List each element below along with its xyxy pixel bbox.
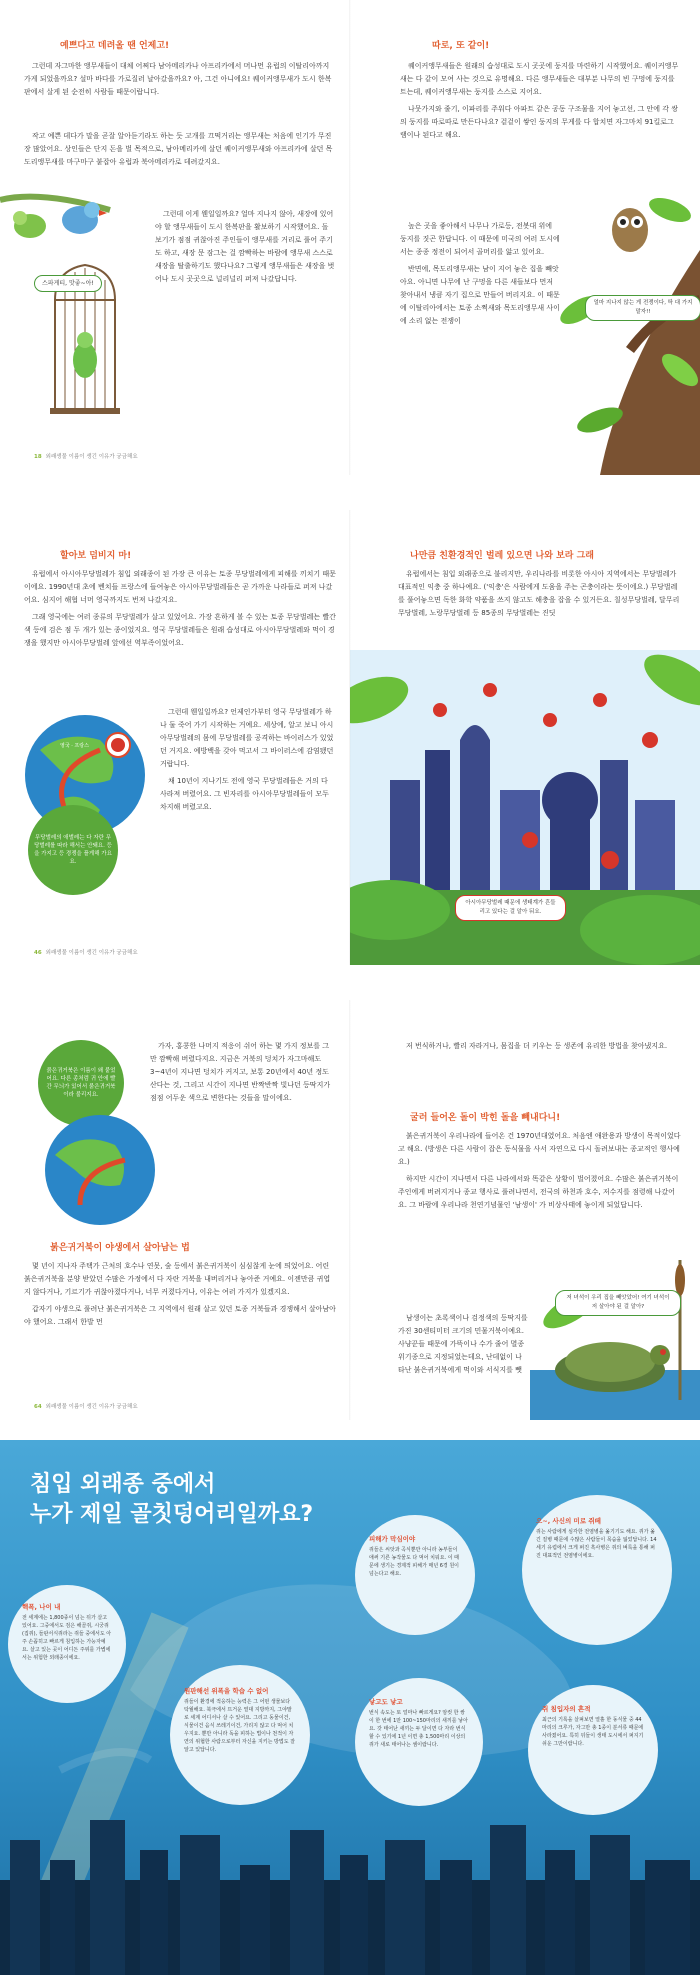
turtle-icon — [530, 1250, 700, 1420]
section-heading: 붉은귀거북이 야생에서 살아남는 법 — [50, 1243, 190, 1253]
title-line: 누가 제일 골칫덩어리일까요? — [30, 1502, 314, 1527]
title-line: 침입 외래종 중에서 — [30, 1472, 216, 1497]
paragraph: 채 10년이 지나기도 전에 영국 무당벌레들은 거의 다 사라져 버렸어요. 그 빈자리를 아시아무당벌레들이 모두 차지해 버렸고요. — [160, 777, 329, 811]
parrot-illustration — [0, 190, 140, 440]
paragraph: 반면에, 목도리앵무새는 남이 지어 놓은 집을 빼앗아요. 아니면 나무에 난 구멍을 다른 새들보다 먼저 찾아내서 냉큼 자기 집으로 만들어 버리지요. 이 때문에 이탈리아에서는 토종 소쩍새와 목도리앵무새 사이에 소리 없는 전쟁이 — [400, 265, 560, 325]
body-text-column — [400, 220, 560, 332]
body-text-column — [24, 130, 334, 173]
body-text-column — [398, 1312, 528, 1381]
paragraph: 나뭇가지와 줄기, 이파리를 주워다 아파트 같은 공동 구조물을 지어 놓고선, 그 안에 각 쌍의 둥지를 따로따로 만든다나요? 겉겉이 쌓인 둥지의 무게를 다 합치면 자그마치 91킬로그램이나 된다고 해요. — [400, 105, 679, 139]
globe-map-label: 영국 · 프랑스 — [60, 743, 89, 749]
page-folio — [34, 948, 138, 956]
info-circle — [522, 1495, 672, 1645]
body-text-column — [24, 60, 334, 103]
paragraph: 그런데 자그마한 앵무새들이 대체 어쩌다 남아메리카나 아프리카에서 머나먼 유럽의 이탈리아까지 가게 되었을까요? 설마 바다를 가로질러 날아갔을까요? 아, 그건 아니에요! 퀘이커앵무새가 도시 한복판에서 살게 된 순전히 사람들 때문이랍니다. — [24, 62, 332, 96]
body-text-column — [398, 1130, 683, 1216]
paragraph: 유럽에서 아시아무당벌레가 침입 외래종이 된 가장 큰 이유는 토종 무당벌레에게 피해를 끼치기 때문이에요. 1990년대 초에 벤치들 프랑스에 들여놓은 아시아무당벌레들은 곧 가까운 나라들로 퍼져 나갔어요. 심지어 해협 너머 영국까지도 번져 나갔지요. — [24, 570, 336, 604]
paragraph: 그런데 이게 웬일일까요? 얼마 지나지 않아, 새장에 있어야 할 앵무새들이 도시 한복판을 활보하기 시작했어요. 돌보기가 점점 귀찮아진 주인들이 앵무새를 거리로 풀어 주기도 하고, 새장 문 잠그는 걸 깜빡하는 바람에 앵무새 스스로 새장을 탈출하기도 했다나요? 그렇게 앵무새들은 새장을 벗어나 도시 곳곳으로 널리널리 퍼져 나갔답니다. — [155, 210, 335, 283]
paragraph: 저 번식하거나, 빨리 자라거나, 몸집을 더 키우는 등 생존에 유리한 방법을 찾아냈지요. — [406, 1042, 668, 1050]
section-heading: 굴러 들어온 돌이 박힌 돌을 빼내다니! — [410, 1113, 561, 1123]
circle-title: 피해가 막심이야 — [369, 1535, 416, 1543]
parrot-speech-bubble: 스파게티, 맛좋~아! — [34, 275, 102, 292]
paragraph: 유럽에서는 침입 외래종으로 불리지만, 우리나라를 비롯한 아시아 지역에서는 무당벌레가 대표적인 익충 중 하나예요. ('익충'은 사람에게 도움을 주는 곤충이라는 뜻이에요.) 무당벌레를 풀어놓으면 독한 화학 약품을 쓰지 않고도 해충을 잡을 수 있거든요. 칠성무당벌레, 달무리무당벌레, 노랑무당벌레 등 85종의 무당벌레는 진딧 — [398, 570, 680, 617]
info-circle — [355, 1678, 483, 1806]
circle-text: 쥐들은 씨앗과 곡식뿐만 아니라 농부들이 애써 기른 농작물도 다 먹어 치워요. 이 때문에 생기는 경제적 피해가 매년 6경 원이 넘는다고 해요. — [369, 1547, 459, 1577]
paragraph: 갑자기 야생으로 풀려난 붉은귀거북은 그 지역에서 원래 살고 있던 토종 거북들과 경쟁해서 살아남아야 했어요. 그래서 한발 먼 — [24, 1305, 336, 1326]
globe-illustration — [40, 1110, 160, 1230]
body-text-column — [24, 1260, 336, 1333]
owl-icon — [560, 190, 700, 475]
paragraph: 하지만 시간이 지나면서 다른 나라에서와 똑같은 상황이 벌어졌어요. 수많은 붉은귀거북이 주인에게 버려지거나 종교 행사로 풀려나면서, 전국의 하천과 호수, 저수지를 점령해 나갔어요. 그 바람에 우리나라 천연기념물인 '남생이' 가 비상사태에 놓이게 되었답니다. — [398, 1175, 679, 1209]
info-bubble: 붉은귀거북은 이름이 왜 붙었어요. 다른 종처럼 귀 안에 빨간 무늬가 있어서 붉은귀거북이라 불리지요. — [38, 1040, 124, 1126]
body-text-column — [24, 568, 336, 654]
info-circle — [170, 1665, 310, 1805]
paragraph: 가자, 홍콩한 나머지 적응이 쉬어 하는 몇 가지 정보를 그만 깜빡해 버렸다지요. 지금은 거북의 덩치가 자그마해도 3~4년이 지나면 덩치가 커지고, 보통 20년에서 40년 정도 산다는 것, 그리고 시간이 지나면 반짝반짝 빛나던 등딱지가 점점 어두운 색으로 변한다는 것들을 말이에요. — [150, 1042, 331, 1102]
page-number: 64 — [34, 1404, 42, 1410]
body-text-column — [155, 208, 335, 290]
body-text-column — [160, 706, 336, 818]
circle-text: 전 세계에는 1,800종이 넘는 뒤가 살고 있어요. 그중에서도 검은 해골쥐, 시궁쥐(집쥐), 들판서식쥐라는 쥐들 중에서도 아주 손꼽히고 빠르게 침입하는 가능자예요. 살고 있는 곳이 어디든 주위를 가볍에서는 위험한 외래종이에요. — [22, 1615, 112, 1661]
body-text-column — [400, 60, 680, 146]
paragraph: 작고 예쁜 데다가 말을 곧잘 알아듣기라도 하는 듯 고개를 끄떡거리는 앵무새는 처음에 인기가 무진장 많았어요. 상인들은 단지 돈을 벌 목적으로, 남아메리카에 살던 퀘이커앵무새와 아프리카에 살던 목도리앵무새를 마구마구 붙잡아 유럽과 북아메리카로 데려갔지요. — [24, 132, 333, 166]
circle-title: 핵폭, 나이 내 — [22, 1603, 61, 1611]
paragraph: 그런데 웬일일까요? 언제인가부터 영국 무당벌레가 하나 둘 죽어 가기 시작하는 거예요. 세상에, 알고 보니 아시아무당벌레의 몸에 무당벌레를 공격하는 바이러스가 있었던 거지요. 예방백을 갖아 먹고서 그 바이러스에 감염됐던 거랍니다. — [160, 708, 334, 768]
spread-turtles — [0, 1000, 700, 1420]
paragraph: 붉은귀거북이 우리나라에 들어온 건 1970년대였어요. 처음엔 애완용과 방생이 목적이었다고 해요. (방생은 다른 사람이 잡은 동식물을 사서 자연으로 다시 돌려보내는 종교적인 행사예요.) — [398, 1132, 681, 1166]
info-circle — [8, 1585, 126, 1703]
ladybug-speech-bubble: 아시아무당벌레 때문에 생태계가 흔들리고 있다는 걸 알아 둬요. — [455, 895, 566, 921]
circle-text: 번식 속도는 또 얼마나 빠르게요? 암컷 한 쌍이 한 번에 1만 100~150마리의 새끼를 낳아요. 갓 태어난 새끼는 두 달이면 다 자라 번식할 수 있기에 1년 이면 총 1,500마리 이상의 쥐가 새로 태어나는 셈이랍니다. — [369, 1710, 468, 1748]
tree-owl-illustration — [560, 190, 700, 475]
page-number: 46 — [34, 950, 42, 956]
folio-text: 외래생물 이름이 생긴 이유가 궁금해요 — [45, 1404, 138, 1410]
circle-text: 최근의 기록을 살펴보면 열흘 한 동식물 중 44마리의 크루가, 자그만 총 1종이 분서류 때문에 사라졌어요. 특히 뒤들이 생태 도시에서 퍼지기 쉬운 그만이랍니다. — [542, 1717, 644, 1747]
paragraph: 몇 년이 지나자 주택가 근처의 호수나 연못, 숲 등에서 붉은귀거북이 심심찮게 눈에 띄었어요. 어린 붉은귀거북을 분양 받았던 수많은 가정에서 다 자란 거북을 내버리거나 놓아준 거예요. 이젠만큼 귀엽지 않다거나, 기르기가 귀찮아졌다거나, 너무 커졌다거나, 이유는 여러 가지가 있겠지요. — [24, 1262, 331, 1296]
info-circle — [355, 1515, 475, 1635]
turtle-speech-bubble: 저 녀석이 우리 집을 빼앗았어! 여기 녀석이 저 살아야 된 걸 알아? — [555, 1290, 681, 1316]
birdcage-icon — [0, 190, 140, 440]
circle-text: 쥐들이 환경에 적응하는 능력은 그 어떤 생물보다 탁월해요. 북극에서 뜨거운 열대 지방까지, 그야말로 세계 어디서나 살 수 있어요. 그리고 동물이건, 식물이건 음식 쓰레기이건, 가리지 않고 다 먹어 치우지요. 뿐만 아니라 독을 피하는 법이나 천적이 자연의 위협한 사람으로부터 자신을 지키는 방법도 잘 알고 있답니다. — [184, 1699, 295, 1753]
paragraph: 높은 곳을 좋아해서 나무나 가로등, 전봇대 위에 둥지를 짓곤 한답니다. 이 때문에 미국의 여러 도시에서는 종종 정전이 되어서 골머리를 앓고 있어요. — [400, 222, 560, 256]
page-folio — [34, 452, 138, 460]
section-heading: 나만큼 친환경적인 벌레 있으면 나와 보라 그래 — [410, 551, 594, 561]
section-heading: 할아보 덤비지 마! — [60, 551, 132, 561]
paragraph: 남생이는 초록색이나 검정색의 등딱지를 가진 30센티미터 크기의 민물거북이예요. 사냥꾼들 때문에 가뜩이나 수가 줄어 멸종 위기종으로 지정되었는데요, 난데없이 나타난 붉은귀거북에게 먹이와 서식지를 뺏 — [398, 1314, 528, 1374]
folio-text: 외래생물 이름이 생긴 이유가 궁금해요 — [45, 454, 138, 460]
section-heading: 예쁘다고 데려올 땐 언제고! — [60, 41, 170, 51]
circle-text: 쥐는 사람에게 심각한 전염병을 옮기기도 해요. 쥐가 옮긴 질병 때문에 수많은 사람들이 목숨을 잃었답니다. 14세기 유럽에서 크게 퍼진 흑사병은 쥐의 벼룩을 통해 퍼진 대표적인 전염병이에요. — [536, 1529, 657, 1559]
info-circle — [528, 1685, 658, 1815]
section-heading: 따로, 또 같이! — [432, 41, 490, 51]
info-bubble: 무당벌레의 애벌레는 다 자란 무당벌레를 따라 해서는 안돼요. 등을 가지고 등 경쟁을 플게해 가요요. — [28, 805, 118, 895]
body-text-column — [398, 1040, 683, 1057]
spread-ladybugs — [0, 510, 700, 965]
page-number: 18 — [34, 454, 42, 460]
circle-title: 원판해선 위폭을 학습 수 없어 — [184, 1687, 269, 1695]
circle-title: 낳고도 낳고 — [369, 1698, 403, 1706]
paragraph: 퀘이커앵무새들은 원래의 습성대로 도시 곳곳에 둥지를 마련하기 시작했어요. 퀘이커앵무새는 다 같이 모여 사는 것으로 유명해요. 다른 앵무새들은 대부분 나무의 빈 구멍에 둥지를 트는데, 퀘이커앵무새는 둥지를 스스로 지어요. — [400, 62, 679, 96]
paragraph: 그래 영국에는 여러 종류의 무당벌레가 살고 있었어요. 가장 흔하게 볼 수 있는 토종 무당벌레는 빨간색 등에 검은 점 두 개가 있는 종이었지요. 영국 무당벌레들은 원래 습성대로 아시아무당벌레와 먹이 경쟁을 했지만 아시아무당벌레 앞에선 역부족이었어요. — [24, 613, 336, 647]
infographic-panel — [0, 1440, 700, 1975]
circle-title: 쥐 침입자의 흔적 — [542, 1705, 591, 1713]
page-folio — [34, 1402, 138, 1410]
circle-title: 으~, 사신의 미로 쥐떼 — [536, 1517, 601, 1525]
folio-text: 외래생물 이름이 생긴 이유가 궁금해요 — [45, 950, 138, 956]
body-text-column — [398, 568, 683, 624]
spread-parrots — [0, 0, 700, 475]
turtle-pond-illustration — [530, 1250, 700, 1420]
body-text-column — [150, 1040, 335, 1109]
owl-speech-bubble: 얼마 지나지 않는 게 전쟁이다, 딱 대 가지 말자!! — [585, 295, 700, 321]
globe-icon — [40, 1110, 160, 1230]
